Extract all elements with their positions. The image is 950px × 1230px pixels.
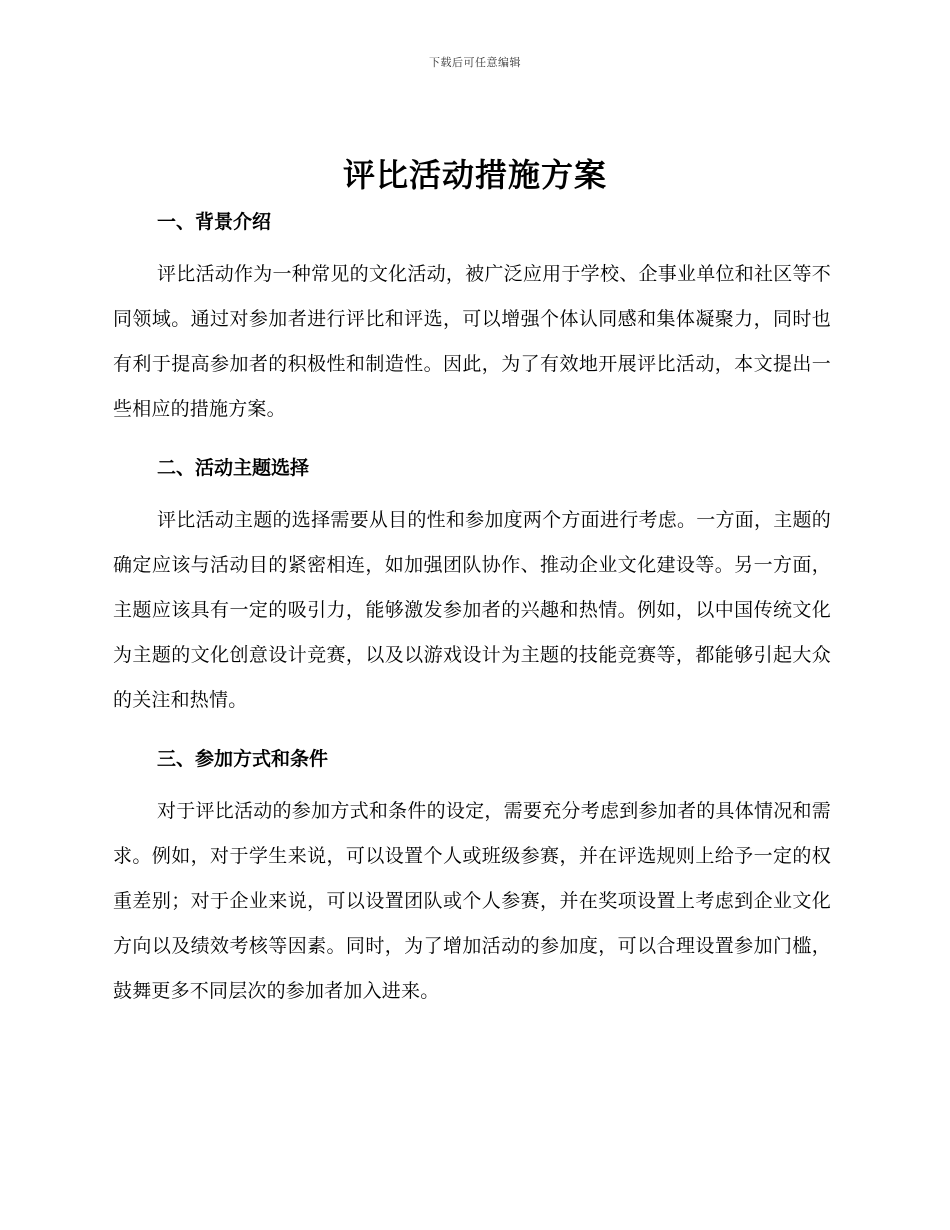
section-paragraph-theme: 评比活动主题的选择需要从目的性和参加度两个方面进行考虑。一方面，主题的确定应该与活动目的紧密相连，如加强团队协作、推动企业文化建设等。另一方面，主题应该具有一定的吸引力，能够激发参加者的兴趣和热情。例如，以中国传统文化为主题的文化创意设计竞赛，以及以游戏设计为主题的技能竞赛等，都能够引起大众的关注和热情。	[113, 509, 831, 711]
document-title: 评比活动措施方案	[342, 156, 607, 194]
section-heading-participation: 三、参加方式和条件	[157, 748, 329, 770]
section-paragraph-background: 评比活动作为一种常见的文化活动，被广泛应用于学校、企事业单位和社区等不同领域。通过对参加者进行评比和评选，可以增强个体认同感和集体凝聚力，同时也有利于提高参加者的积极性和制造性。因此，为了有效地开展评比活动，本文提出一些相应的措施方案。	[113, 263, 831, 420]
document-body	[113, 206, 831, 1034]
section-heading-background: 一、背景介绍	[157, 211, 272, 233]
section-paragraph-participation: 对于评比活动的参加方式和条件的设定，需要充分考虑到参加者的具体情况和需求。例如，对于学生来说，可以设置个人或班级参赛，并在评选规则上给予一定的权重差别；对于企业来说，可以设置团队或个人参赛，并在奖项设置上考虑到企业文化方向以及绩效考核等因素。同时，为了增加活动的参加度，可以合理设置参加门槛，鼓舞更多不同层次的参加者加入进来。	[113, 800, 831, 1002]
section-heading-theme: 二、活动主题选择	[157, 457, 310, 479]
page-header-note: 下载后可任意编辑	[429, 56, 521, 69]
